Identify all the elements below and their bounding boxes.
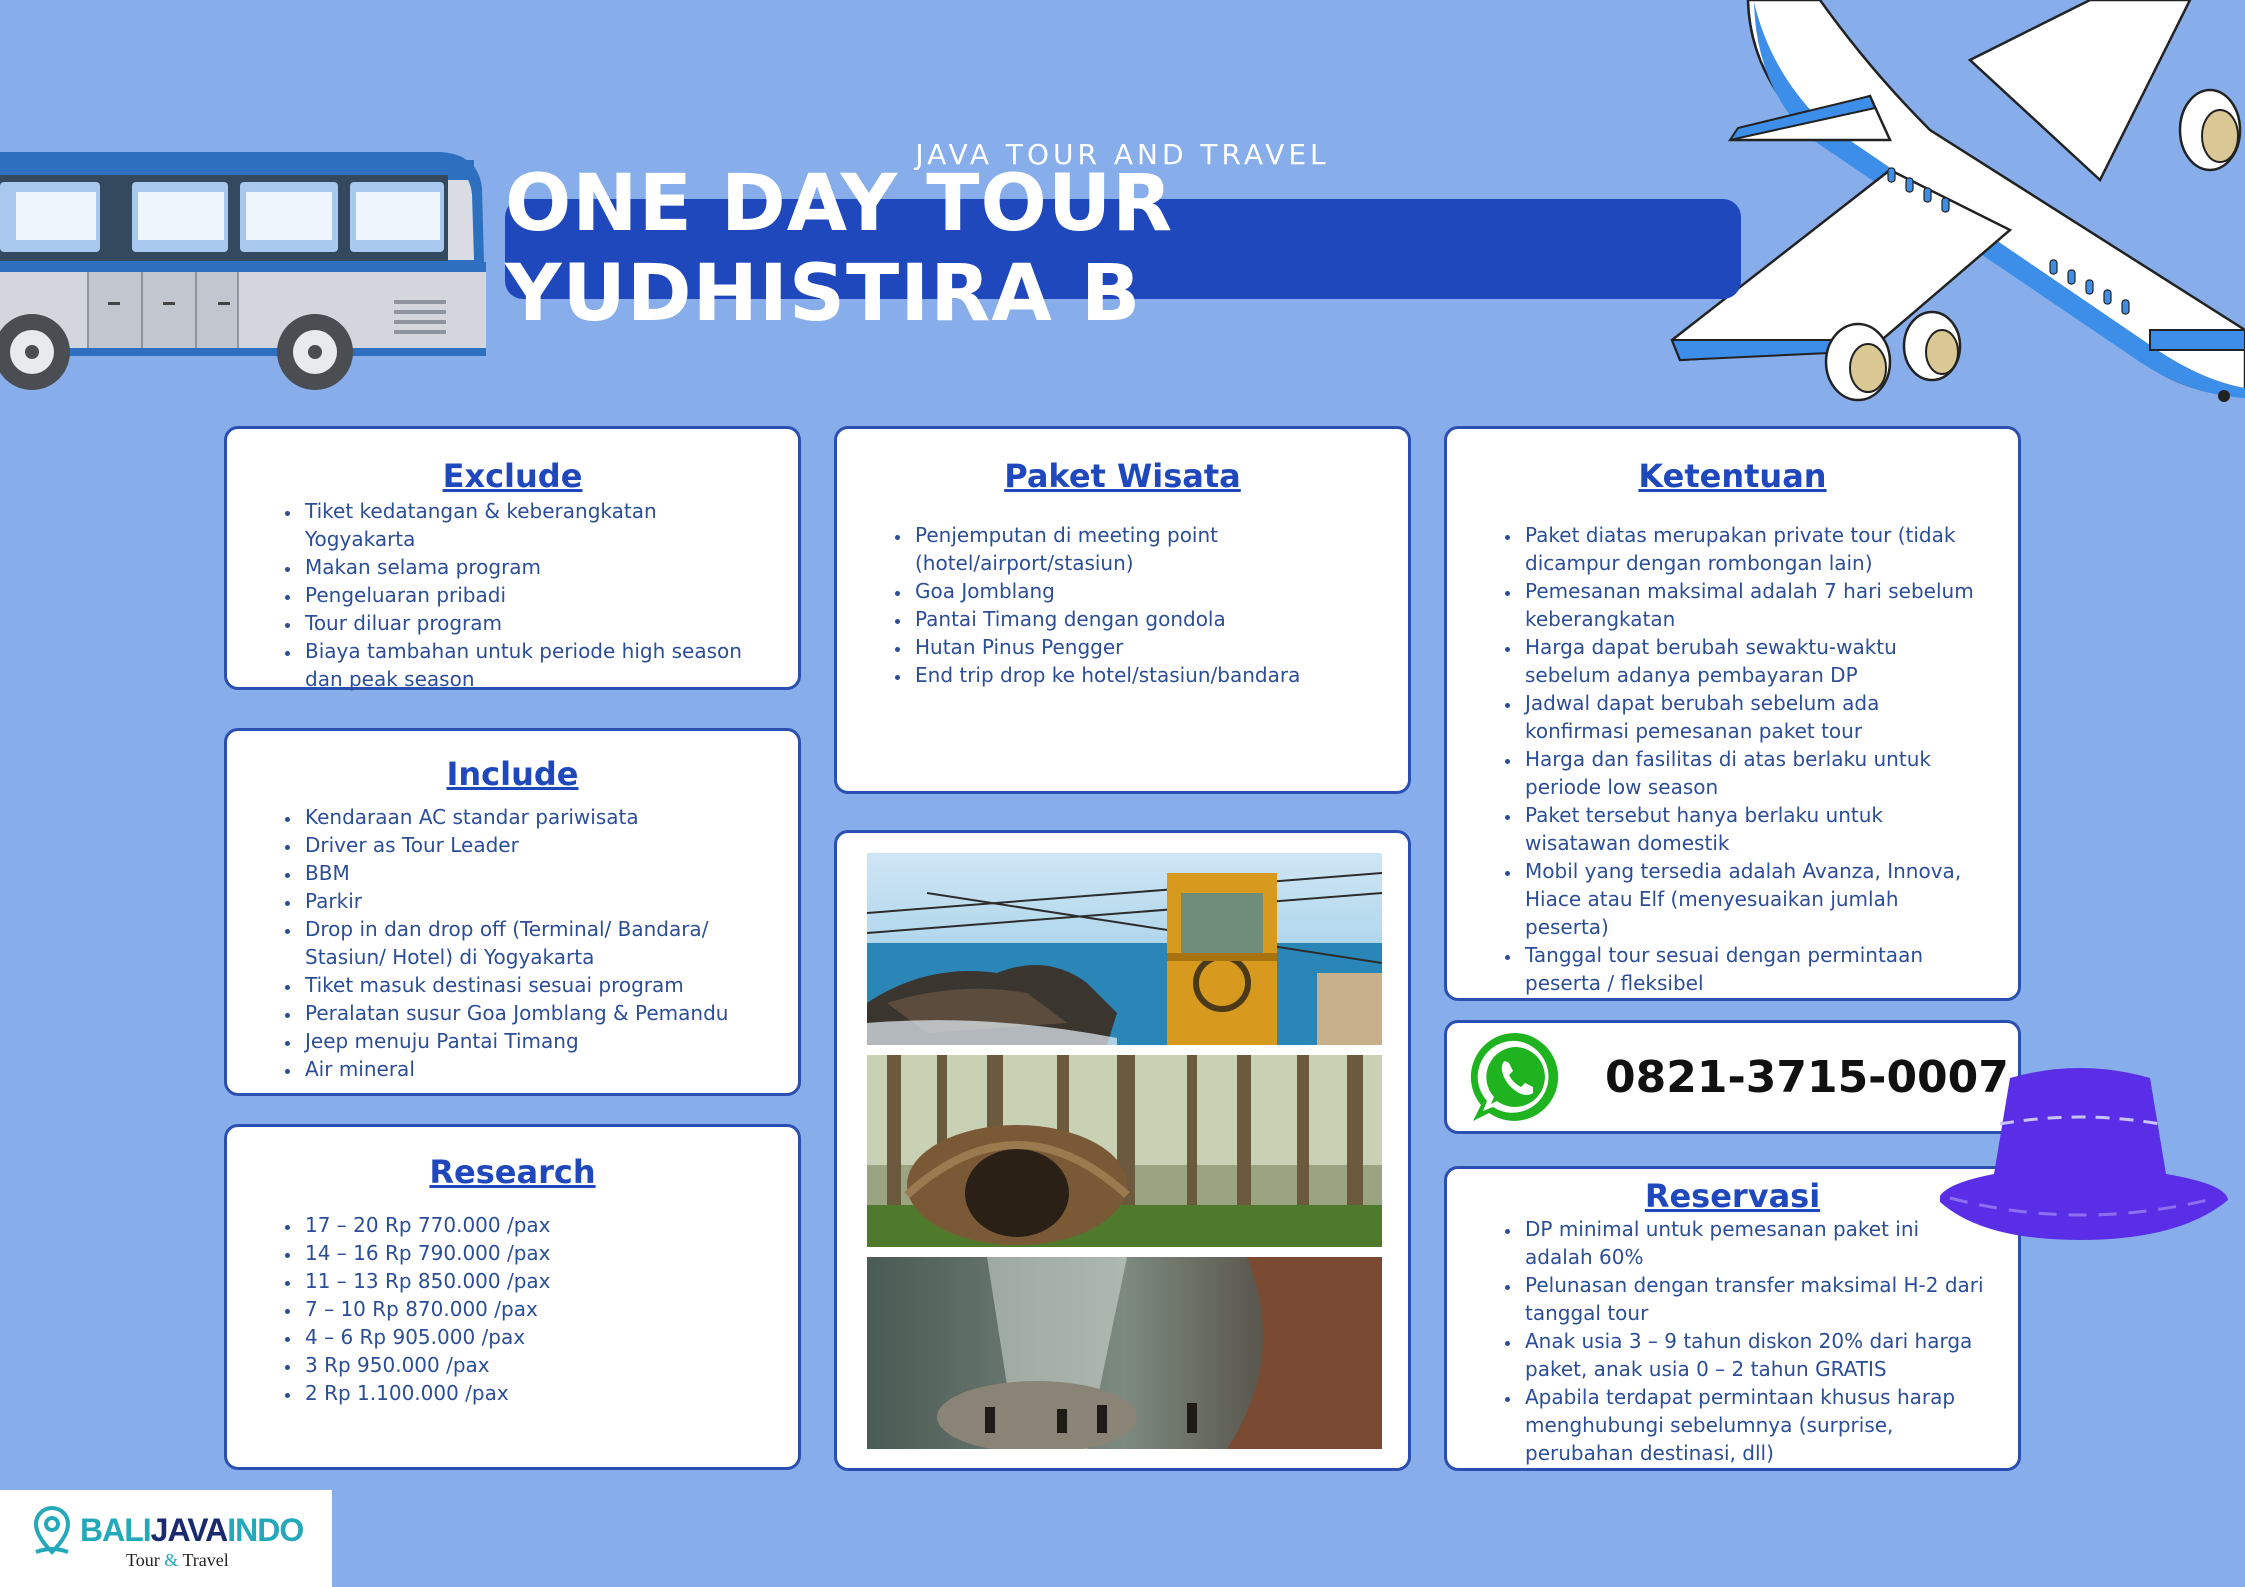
list-item: • BBM	[301, 859, 768, 887]
logo-tagline	[126, 1550, 229, 1571]
list-item: • Anak usia 3 – 9 tahun diskon 20% dari harga paket, anak usia 0 – 2 tahun GRATIS	[1521, 1327, 1988, 1383]
reservasi-card	[1444, 1166, 2021, 1471]
bucket-hat-illustration	[1940, 1064, 2230, 1246]
list-item: • Driver as Tour Leader	[301, 831, 768, 859]
price-item: • 17 – 20 Rp 770.000 /pax	[301, 1211, 768, 1239]
include-card	[224, 728, 801, 1096]
price-item: • 3 Rp 950.000 /pax	[301, 1351, 768, 1379]
list-item: • Goa Jomblang	[911, 577, 1378, 605]
list-item: • Makan selama program	[301, 553, 768, 581]
list-item: • Paket diatas merupakan private tour (tidak dicampur dengan rombongan lain)	[1521, 521, 1988, 577]
research-card	[224, 1124, 801, 1470]
include-heading: Include	[446, 755, 579, 793]
title-banner	[505, 159, 1741, 339]
phone-number[interactable]: 0821-3715-0007	[1605, 1051, 2009, 1103]
list-item: • Pantai Timang dengan gondola	[911, 605, 1378, 633]
pine-forest-photo	[867, 1055, 1382, 1247]
paket-heading: Paket Wisata	[1004, 457, 1241, 495]
paket-wisata-card	[834, 426, 1411, 794]
location-pin-icon	[32, 1506, 72, 1556]
list-item: • Apabila terdapat permintaan khusus harap menghubungi sebelumnya (surprise, perubahan destinasi, dll)	[1521, 1383, 1988, 1467]
list-item: • Harga dapat berubah sewaktu-waktu sebelum adanya pembayaran DP	[1521, 633, 1988, 689]
logo-tagline-amp: &	[164, 1550, 179, 1570]
logo-part-indo: INDO	[227, 1512, 304, 1548]
bus-illustration	[0, 140, 490, 400]
brand-tagline: JAVA TOUR AND TRAVEL	[915, 138, 1330, 171]
list-item: • Pemesanan maksimal adalah 7 hari sebelum keberangkatan	[1521, 577, 1988, 633]
research-price-list	[227, 1211, 798, 1407]
list-item: • DP minimal untuk pemesanan paket ini adalah 60%	[1521, 1215, 1988, 1271]
list-item: • Kendaraan AC standar pariwisata	[301, 803, 768, 831]
list-item: • Jeep menuju Pantai Timang	[301, 1027, 768, 1055]
list-item: • Biaya tambahan untuk periode high season dan peak season	[301, 637, 768, 693]
exclude-heading: Exclude	[442, 457, 583, 495]
list-item: • Jadwal dapat berubah sebelum ada konfirmasi pemesanan paket tour	[1521, 689, 1988, 745]
ketentuan-heading: Ketentuan	[1638, 457, 1827, 495]
price-item: • 11 – 13 Rp 850.000 /pax	[301, 1267, 768, 1295]
jomblang-cave-photo	[867, 1257, 1382, 1449]
list-item: • Tiket masuk destinasi sesuai program	[301, 971, 768, 999]
list-item: • Hutan Pinus Pengger	[911, 633, 1378, 661]
price-item: • 14 – 16 Rp 790.000 /pax	[301, 1239, 768, 1267]
list-item: • Tiket kedatangan & keberangkatan Yogyakarta	[301, 497, 768, 553]
list-item: • Pengeluaran pribadi	[301, 581, 768, 609]
logo-tagline-tour: Tour	[126, 1550, 160, 1570]
logo-tagline-travel: Travel	[182, 1550, 229, 1570]
contact-card	[1444, 1020, 2021, 1134]
page-title: ONE DAY TOUR YUDHISTIRA B	[505, 159, 1174, 339]
list-item: • Harga dan fasilitas di atas berlaku untuk periode low season	[1521, 745, 1988, 801]
airplane-illustration	[1670, 0, 2245, 410]
ketentuan-card	[1444, 426, 2021, 1001]
ketentuan-list	[1447, 521, 2018, 997]
list-item: • Parkir	[301, 887, 768, 915]
photo-card	[834, 830, 1411, 1471]
list-item: • Tour diluar program	[301, 609, 768, 637]
timang-gondola-photo	[867, 853, 1382, 1045]
list-item: • Pelunasan dengan transfer maksimal H-2 dari tanggal tour	[1521, 1271, 1988, 1327]
whatsapp-icon[interactable]	[1467, 1027, 1567, 1127]
list-item: • Mobil yang tersedia adalah Avanza, Innova, Hiace atau Elf (menyesuaikan jumlah peserta)	[1521, 857, 1988, 941]
reservasi-list	[1447, 1215, 2018, 1467]
logo-part-java: JAVA	[150, 1512, 228, 1548]
list-item: • Paket tersebut hanya berlaku untuk wisatawan domestik	[1521, 801, 1988, 857]
list-item: • End trip drop ke hotel/stasiun/bandara	[911, 661, 1378, 689]
paket-list	[837, 521, 1408, 689]
list-item: • Air mineral	[301, 1055, 768, 1083]
list-item: • Penjemputan di meeting point (hotel/airport/stasiun)	[911, 521, 1378, 577]
research-heading: Research	[429, 1153, 596, 1191]
logo-part-bali: BALI	[80, 1512, 151, 1548]
list-item: • Tanggal tour sesuai dengan permintaan peserta / fleksibel	[1521, 941, 1988, 997]
list-item: • Drop in dan drop off (Terminal/ Bandara/ Stasiun/ Hotel) di Yogyakarta	[301, 915, 768, 971]
reservasi-heading: Reservasi	[1644, 1177, 1821, 1215]
price-item: • 7 – 10 Rp 870.000 /pax	[301, 1295, 768, 1323]
list-item: • Peralatan susur Goa Jomblang & Pemandu	[301, 999, 768, 1027]
exclude-card	[224, 426, 801, 690]
price-item: • 2 Rp 1.100.000 /pax	[301, 1379, 768, 1407]
logo-wordmark	[80, 1512, 303, 1549]
exclude-list	[227, 497, 798, 693]
company-logo	[0, 1490, 332, 1587]
price-item: • 4 – 6 Rp 905.000 /pax	[301, 1323, 768, 1351]
include-list	[227, 803, 798, 1083]
